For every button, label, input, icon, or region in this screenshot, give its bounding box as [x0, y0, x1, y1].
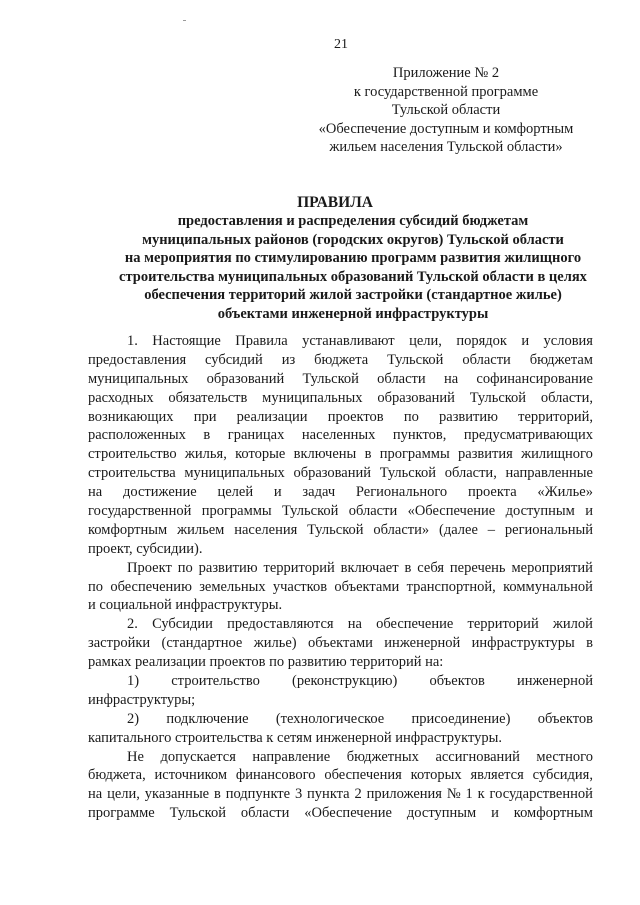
- subtitle-line: муниципальных районов (городских округов) Тульской области: [142, 231, 564, 248]
- text-line: Не допускается направление бюджетных ассигнований местного: [127, 748, 593, 765]
- text-line: инфраструктуры;: [88, 691, 196, 708]
- text-line: на цели, указанные в подпункте 3 пункта 2 приложения № 1 к государственной: [88, 786, 593, 803]
- text-line: строительство жилья, которые включены в программы развития жилищного: [88, 446, 593, 463]
- paragraph-p6: [88, 748, 593, 824]
- paragraph-p3: [88, 615, 593, 672]
- page-number: 21: [334, 37, 348, 52]
- subtitle-line: объектами инженерной инфраструктуры: [217, 305, 489, 322]
- paragraph-p4: [88, 672, 593, 710]
- text-line: застройки (стандартное жилье) объектами инженерной инфраструктуры в: [88, 635, 593, 652]
- text-line: и социальной инфраструктуры.: [88, 597, 283, 614]
- paragraph-p2: [88, 559, 593, 616]
- text-line: капитального строительства к сетям инженерной инфраструктуры.: [88, 729, 502, 746]
- appendix-line: к государственной программе: [353, 83, 539, 100]
- rules-subtitle: [70, 212, 636, 323]
- text-line: 2. Субсидии предоставляются на обеспечение территорий жилой: [127, 616, 593, 633]
- document-body: [88, 332, 593, 823]
- subtitle-line: на мероприятия по стимулированию программ развития жилищного: [124, 250, 582, 266]
- text-line: рамках реализации проектов по развитию территорий на:: [88, 654, 444, 671]
- text-line: возникающих при реализации проектов по развитию территорий,: [88, 408, 593, 425]
- text-line: по обеспечению земельных участков объектами транспортной, коммунальной: [88, 578, 593, 595]
- text-line: комфортным жильем населения Тульской области» (далее – региональный: [88, 521, 593, 538]
- appendix-line: Приложение № 2: [392, 65, 500, 81]
- subtitle-line: обеспечения территорий жилой застройки (стандартное жилье): [144, 287, 562, 303]
- text-line: расположенных в границах населенных пунктов, предусматривающих: [88, 427, 593, 444]
- rules-title: ПРАВИЛА: [297, 194, 373, 211]
- text-line: бюджета, источником финансового обеспечения которых является субсидия,: [88, 767, 593, 784]
- text-line: 2) подключение (технологическое присоединение) объектов: [127, 710, 593, 727]
- text-line: на достижение целей и задач Регионального проекта «Жилье»: [88, 484, 593, 501]
- appendix-line: «Обеспечение доступным и комфортным: [318, 120, 574, 137]
- subtitle-line: предоставления и распределения субсидий бюджетам: [177, 213, 529, 229]
- text-line: 1. Настоящие Правила устанавливают цели, порядок и условия: [127, 333, 593, 349]
- text-line: 1) строительство (реконструкцию) объектов инженерной: [127, 673, 593, 690]
- text-line: муниципальных образований Тульской области на софинансирование: [88, 370, 593, 387]
- appendix-line: жильем населения Тульской области»: [329, 139, 563, 155]
- text-line: Проект по развитию территорий включает в себя перечень мероприятий: [127, 559, 593, 576]
- scan-mark: [183, 20, 186, 21]
- subtitle-line: строительства муниципальных образований Тульской области в целях: [119, 268, 587, 285]
- text-line: строительства муниципальных образований Тульской области, направленные: [88, 465, 593, 482]
- paragraph-p1: [88, 332, 593, 559]
- text-line: расходных обязательств муниципальных образований Тульской области,: [88, 389, 593, 406]
- text-line: программе Тульской области «Обеспечение доступным и комфортным: [88, 805, 593, 822]
- text-line: проект, субсидии).: [88, 540, 203, 557]
- text-line: государственной программы Тульской области «Обеспечение доступным и: [88, 503, 593, 520]
- text-line: предоставления субсидий из бюджета Тульской области бюджетам: [88, 351, 593, 368]
- appendix-header: [300, 64, 592, 157]
- appendix-line: Тульской области: [391, 102, 501, 118]
- paragraph-p5: [88, 710, 593, 748]
